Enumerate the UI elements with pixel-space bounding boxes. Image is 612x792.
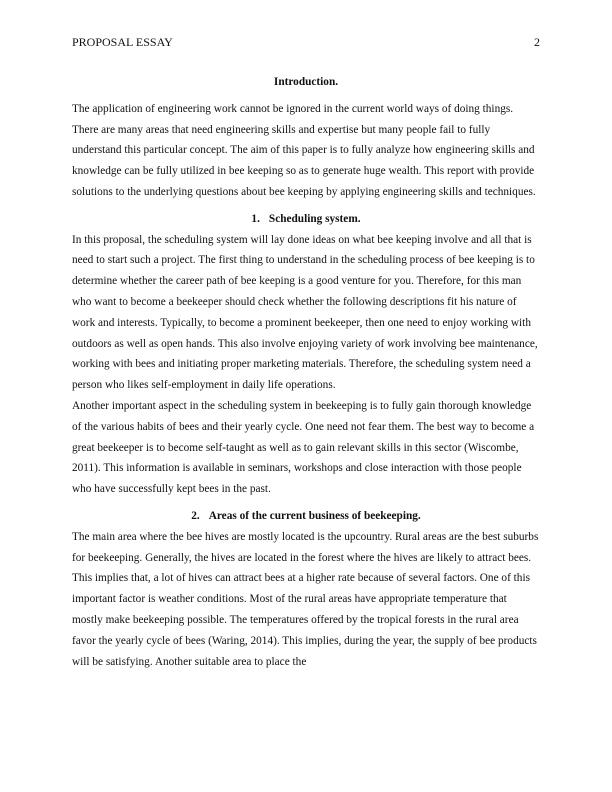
page-header xyxy=(72,35,540,53)
section-1-number: 1. xyxy=(251,212,260,225)
running-head: PROPOSAL ESSAY xyxy=(72,35,173,49)
section-2-heading xyxy=(72,506,540,527)
section-2-title: Areas of the current business of beekeeping. xyxy=(208,509,421,522)
document-body xyxy=(72,72,540,672)
section-1-heading xyxy=(72,209,540,230)
section-1-title: Scheduling system. xyxy=(268,212,361,225)
section-1-paragraph-1: In this proposal, the scheduling system will lay done ideas on what bee keeping involve and all that is need to start such a project. The first thing to understand in the scheduling process of bee keeping is to determine whether the career path of bee keeping is a good venture for you. Therefore, for this man who want to become a beekeeper should check whether the following descriptions fit his nature of work and interests. Typically, to become a prominent beekeeper, then one need to enjoy working with outdoors as well as open hands. This also involve enjoying variety of work involving bee maintenance, working with bees and initiating proper marketing materials. Therefore, the scheduling system need a person who likes self-employment in daily life operations. xyxy=(72,233,538,392)
section-2-number: 2. xyxy=(191,509,200,522)
introduction-title: Introduction. xyxy=(273,76,339,88)
section-2-paragraph: The main area where the bee hives are mostly located is the upcountry. Rural areas are the best suburbs for beekeeping. Generally, the hives are located in the forest where the hives are likely to attract bees. This implies that, a lot of hives can attract bees at a higher rate because of several factors. One of this important factor is weather conditions. Most of the rural areas have appropriate temperature that mostly make beekeeping possible. The temperatures offered by the tropical forests in the rural area favor the yearly cycle of bees (Waring, 2014). This implies, during the year, the supply of bee products will be satisfying. Another suitable area to place the xyxy=(72,530,539,668)
section-1-paragraph-2: Another important aspect in the scheduling system in beekeeping is to fully gain thorough knowledge of the various habits of bees and their yearly cycle. One need not fear them. The best way to become a great beekeeper is to become self-taught as well as to gain relevant skills in this sector (Wiscombe, 2011). This information is available in seminars, workshops and close interaction with those people who have successfully kept bees in the past. xyxy=(72,399,535,496)
introduction-paragraph: The application of engineering work cannot be ignored in the current world ways of doing things. There are many areas that need engineering skills and expertise but many people fail to fully understand this particular concept. The aim of this paper is to fully analyze how engineering skills and knowledge can be fully utilized in bee keeping so as to generate huge wealth. This report with provide solutions to the underlying questions about bee keeping by applying engineering skills and techniques. xyxy=(72,102,536,198)
page-number: 2 xyxy=(534,35,540,49)
